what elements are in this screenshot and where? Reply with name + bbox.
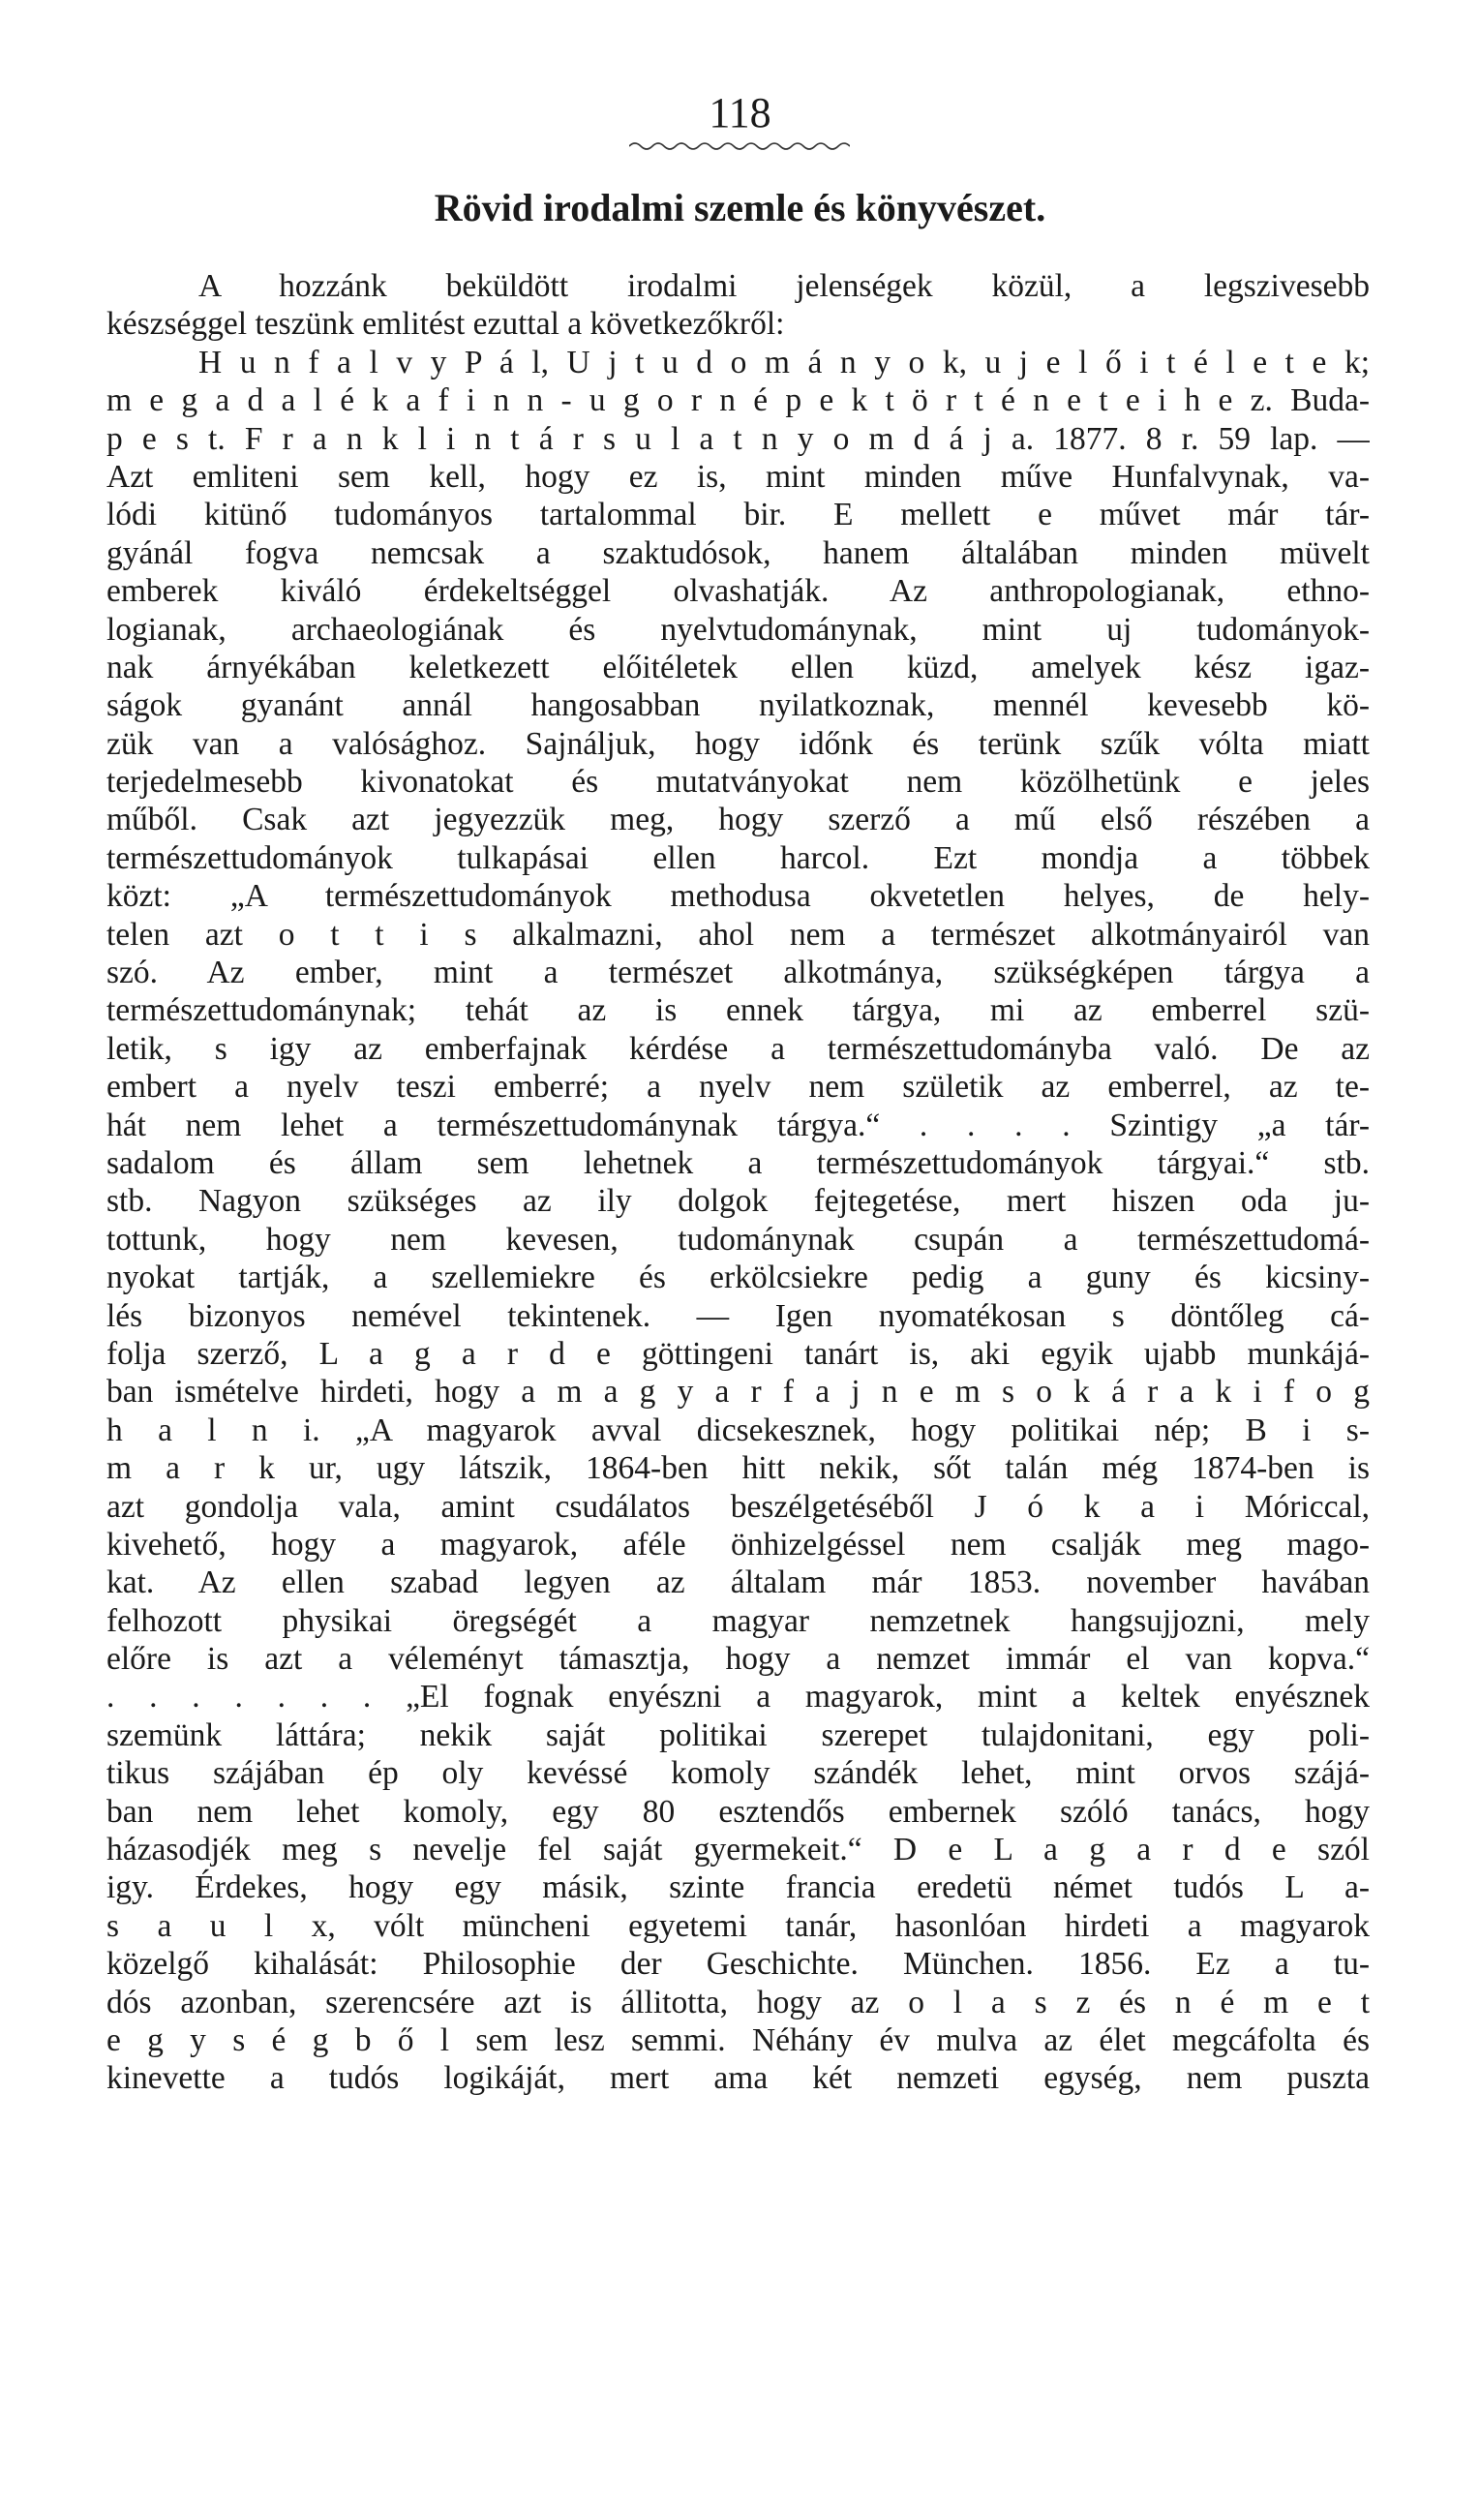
text-line: kivehető, hogy a magyarok, aféle önhizelgéssel nem csalják meg mago- [106, 1526, 1370, 1563]
text-line: m a r k ur, ugy látszik, 1864-ben hitt nekik, sőt talán még 1874-ben is [106, 1450, 1370, 1487]
text-line: sadalom és állam sem lehetnek a természettudományok tárgyai.“ stb. [106, 1144, 1370, 1181]
text-line: letik, s igy az emberfajnak kérdése a természettudományba való. De az [106, 1030, 1370, 1067]
text-line: telen azt o t t i s alkalmazni, ahol nem a természet alkotmányairól van [106, 916, 1370, 953]
text-line: terjedelmesebb kivonatokat és mutatványokat nem közölhetünk e jeles [106, 764, 1370, 801]
text-line: tikus szájában ép oly kevéssé komoly szándék lehet, mint orvos szájá- [106, 1755, 1370, 1792]
text-line: folja szerző, L a g a r d e göttingeni tanárt is, aki egyik ujabb munkájá- [106, 1335, 1370, 1372]
text-line: felhozott physikai öregségét a magyar nemzetnek hangsujjozni, mely [106, 1602, 1370, 1639]
text-line: embert a nyelv teszi emberré; a nyelv nem születik az emberrel, az te- [106, 1069, 1370, 1106]
text-line: H u n f a l v y P á l, U j t u d o m á n y o k, u j e l ő i t é l e t e k; [198, 344, 1370, 380]
text-line: . . . . . . . „El fognak enyészni a magyarok, mint a keltek enyésznek [106, 1679, 1370, 1715]
text-line: ságok gyanánt annál hangosabban nyilatkoznak, mennél kevesebb kö- [106, 687, 1370, 724]
section-heading: Rövid irodalmi szemle és könyvészet. [434, 186, 1046, 229]
text-line: gyánál fogva nemcsak a szaktudósok, hanem általában minden müvelt [106, 534, 1370, 571]
body-text [106, 267, 1370, 2098]
ornament-wavy-line [629, 139, 850, 153]
text-line: logianak, archaeologiának és nyelvtudománynak, mint uj tudományok- [106, 611, 1370, 648]
page-number: 118 [709, 89, 771, 137]
text-line: műből. Csak azt jegyezzük meg, hogy szerző a mű első részében a [106, 802, 1370, 838]
text-line: nyokat tartják, a szellemiekre és erkölcsiekre pedig a guny és kicsiny- [106, 1260, 1370, 1296]
text-line: közt: „A természettudományok methodusa okvetetlen helyes, de hely- [106, 878, 1370, 915]
text-line: közelgő kihalását: Philosophie der Geschichte. München. 1856. Ez a tu- [106, 1946, 1370, 1983]
text-line: igy. Érdekes, hogy egy másik, szinte francia eredetü német tudós L a- [106, 1869, 1370, 1906]
text-line: zük van a valósághoz. Sajnáljuk, hogy időnk és terünk szűk vólta miatt [106, 725, 1370, 762]
text-line: természettudományok tulkapásai ellen harcol. Ezt mondja a többek [106, 839, 1370, 876]
text-line: e g y s é g b ő l sem lesz semmi. Néhány év mulva az élet megcáfolta és [106, 2021, 1370, 2058]
text-line: hát nem lehet a természettudománynak tárgya.“ . . . . Szintigy „a tár- [106, 1107, 1370, 1143]
text-line: készséggel teszünk emlitést ezuttal a következőkről: [106, 306, 785, 343]
text-line: tottunk, hogy nem kevesen, tudománynak csupán a természettudomá- [106, 1221, 1370, 1258]
text-line: szemünk láttára; nekik saját politikai szerepet tulajdonitani, egy poli- [106, 1716, 1370, 1753]
text-line: előre is azt a véleményt támasztja, hogy a nemzet immár el van kopva.“ [106, 1641, 1370, 1678]
text-line: s a u l x, vólt müncheni egyetemi tanár, hasonlóan hirdeti a magyarok [106, 1907, 1370, 1944]
text-line: természettudománynak; tehát az is ennek tárgya, mi az emberrel szü- [106, 992, 1370, 1029]
text-line: nak árnyékában keletkezett előitéletek ellen küzd, amelyek kész igaz- [106, 649, 1370, 685]
text-line: h a l n i. „A magyarok avval dicsekesznek, hogy politikai nép; B i s- [106, 1412, 1370, 1448]
text-line: azt gondolja vala, amint csudálatos beszélgetéséből J ó k a i Móriccal, [106, 1488, 1370, 1525]
text-line: dós azonban, szerencsére azt is állitotta, hogy az o l a s z és n é m e t [106, 1984, 1370, 2020]
text-line: Azt emliteni sem kell, hogy ez is, mint minden műve Hunfalvynak, va- [106, 458, 1370, 495]
text-line: kinevette a tudós logikáját, mert ama két nemzeti egység, nem puszta [106, 2060, 1370, 2097]
text-line: kat. Az ellen szabad legyen az általam már 1853. november havában [106, 1564, 1370, 1601]
text-line: ban ismételve hirdeti, hogy a m a g y a r f a j n e m s o k á r a k i f o g [106, 1374, 1370, 1411]
text-line: stb. Nagyon szükséges az ily dolgok fejtegetése, mert hiszen oda ju- [106, 1183, 1370, 1220]
text-line: A hozzánk beküldött irodalmi jelenségek közül, a legszivesebb [198, 268, 1370, 304]
text-line: m e g a d a l é k a f i n n - u g o r n é p e k t ö r t é n e t e i h e z. Buda- [106, 382, 1370, 419]
text-line: emberek kiváló érdekeltséggel olvashatják. Az anthropologianak, ethno- [106, 573, 1370, 610]
text-line: lódi kitünő tudományos tartalommal bir. E mellett e művet már tár- [106, 497, 1370, 533]
text-line: p e s t. F r a n k l i n t á r s u l a t n y o m d á j a. 1877. 8 r. 59 lap. — [106, 420, 1370, 457]
text-line: ban nem lehet komoly, egy 80 esztendős embernek szóló tanács, hogy [106, 1793, 1370, 1830]
text-line: szó. Az ember, mint a természet alkotmánya, szükségképen tárgya a [106, 955, 1370, 991]
text-line: házasodjék meg s nevelje fel saját gyermekeit.“ D e L a g a r d e szól [106, 1832, 1370, 1868]
text-line: lés bizonyos nemével tekintenek. — Igen nyomatékosan s döntőleg cá- [106, 1297, 1370, 1334]
